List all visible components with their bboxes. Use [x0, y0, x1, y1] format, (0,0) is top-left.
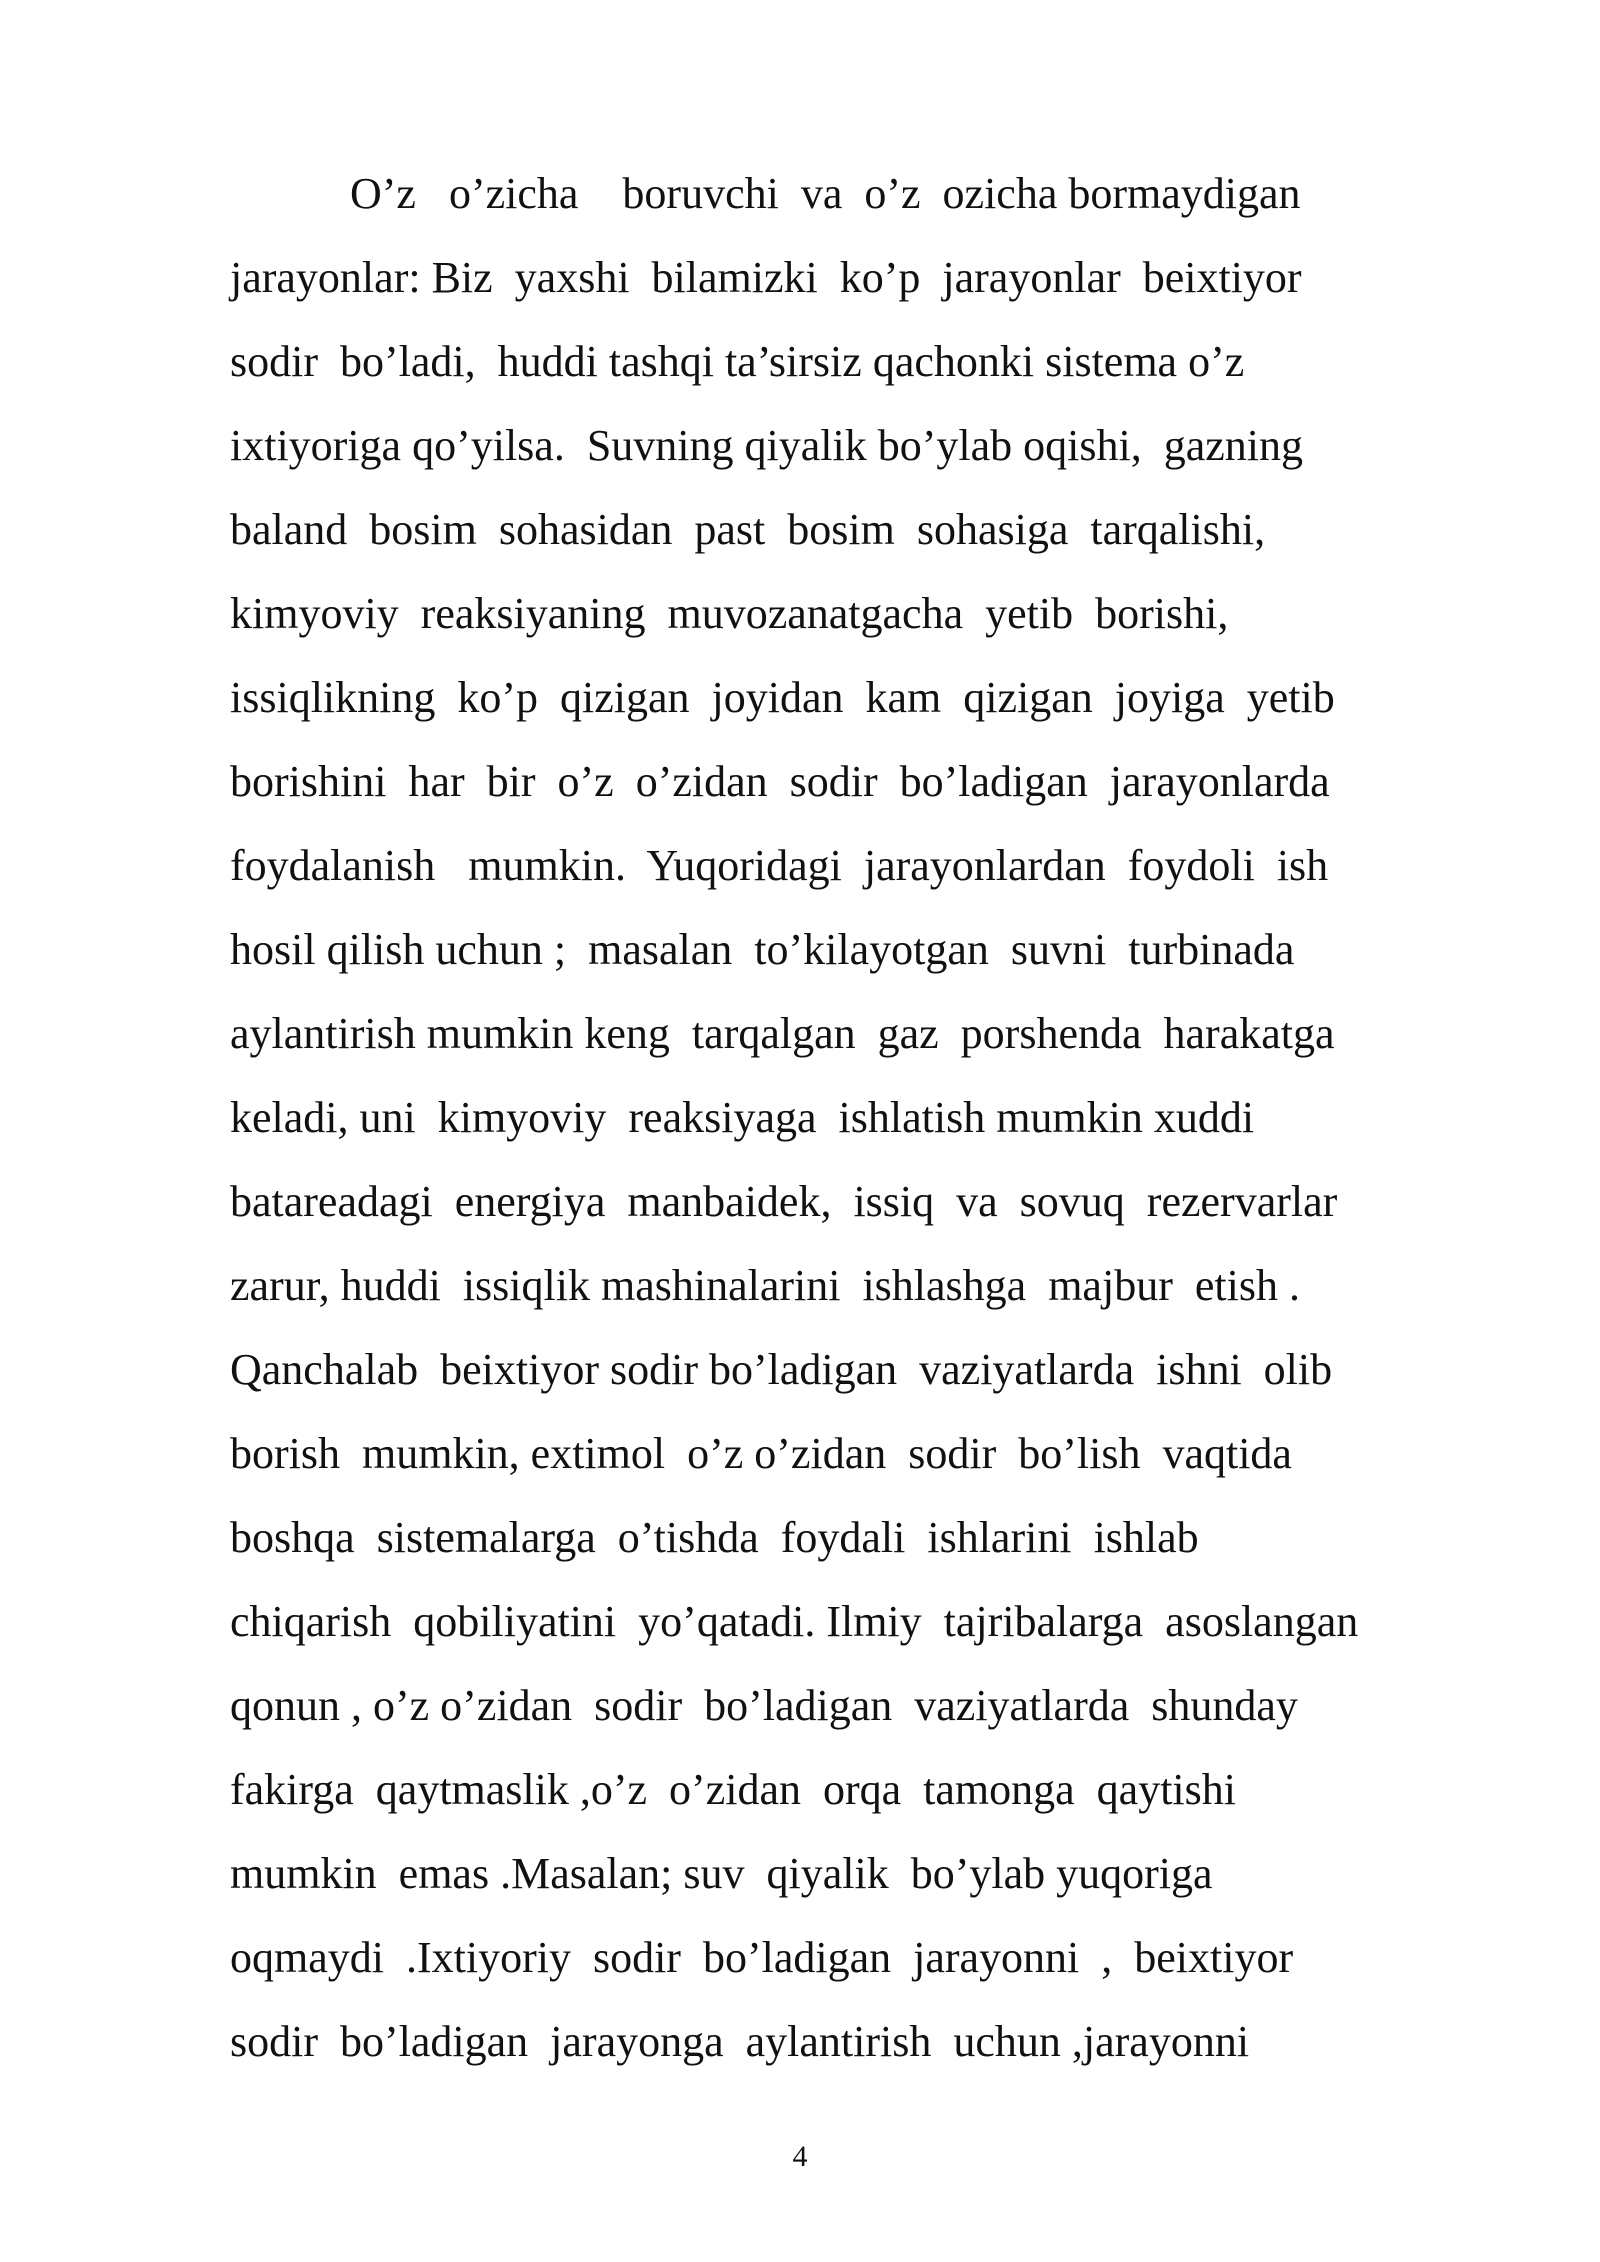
- text-line: ixtiyoriga qo’yilsa. Suvning qiyalik bo’ylab oqishi, gazning: [230, 421, 1303, 470]
- text-line: foydalanish mumkin. Yuqoridagi jarayonlardan foydoli ish: [230, 841, 1329, 890]
- text-line: aylantirish mumkin keng tarqalgan gaz porshenda harakatga: [230, 1009, 1335, 1058]
- text-line: hosil qilish uchun ; masalan to’kilayotgan suvni turbinada: [230, 925, 1295, 974]
- text-line: sodir bo’ladi, huddi tashqi ta’sirsiz qachonki sistema o’z: [230, 337, 1245, 386]
- text-line: Qanchalab beixtiyor sodir bo’ladigan vaziyatlarda ishni olib: [230, 1345, 1333, 1394]
- text-line: boshqa sistemalarga o’tishda foydali ishlarini ishlab: [230, 1513, 1199, 1562]
- text-line: mumkin emas .Masalan; suv qiyalik bo’ylab yuqoriga: [230, 1849, 1213, 1898]
- text-line: baland bosim sohasidan past bosim sohasiga tarqalishi,: [230, 505, 1266, 554]
- body-paragraph: [230, 152, 1520, 2084]
- text-line: fakirga qaytmaslik ,o’z o’zidan orqa tamonga qaytishi: [230, 1765, 1237, 1814]
- text-line: zarur, huddi issiqlik mashinalarini ishlashga majbur etish .: [230, 1261, 1300, 1310]
- page-number: 4: [792, 2140, 808, 2173]
- text-line: kimyoviy reaksiyaning muvozanatgacha yetib borishi,: [230, 589, 1229, 638]
- text-line: oqmaydi .Ixtiyoriy sodir bo’ladigan jarayonni , beixtiyor: [230, 1933, 1294, 1982]
- text-line: borish mumkin, extimol o’z o’zidan sodir bo’lish vaqtida: [230, 1429, 1292, 1478]
- text-line: batareadagi energiya manbaidek, issiq va sovuq rezervarlar: [230, 1177, 1338, 1226]
- text-line: sodir bo’ladigan jarayonga aylantirish uchun ,jarayonni: [230, 2017, 1250, 2066]
- text-line: issiqlikning ko’p qizigan joyidan kam qizigan joyiga yetib: [230, 673, 1335, 722]
- text-line: chiqarish qobiliyatini yo’qatadi. Ilmiy tajribalarga asoslangan: [230, 1597, 1359, 1646]
- text-line: jarayonlar: Biz yaxshi bilamizki ko’p jarayonlar beixtiyor: [230, 253, 1302, 302]
- text-line: keladi, uni kimyoviy reaksiyaga ishlatish mumkin xuddi: [230, 1093, 1255, 1142]
- text-line: qonun , o’z o’zidan sodir bo’ladigan vaziyatlarda shunday: [230, 1681, 1298, 1730]
- text-line: borishini har bir o’z o’zidan sodir bo’ladigan jarayonlarda: [230, 757, 1330, 806]
- text-line: O’z o’zicha boruvchi va o’z ozicha bormaydigan: [350, 169, 1301, 218]
